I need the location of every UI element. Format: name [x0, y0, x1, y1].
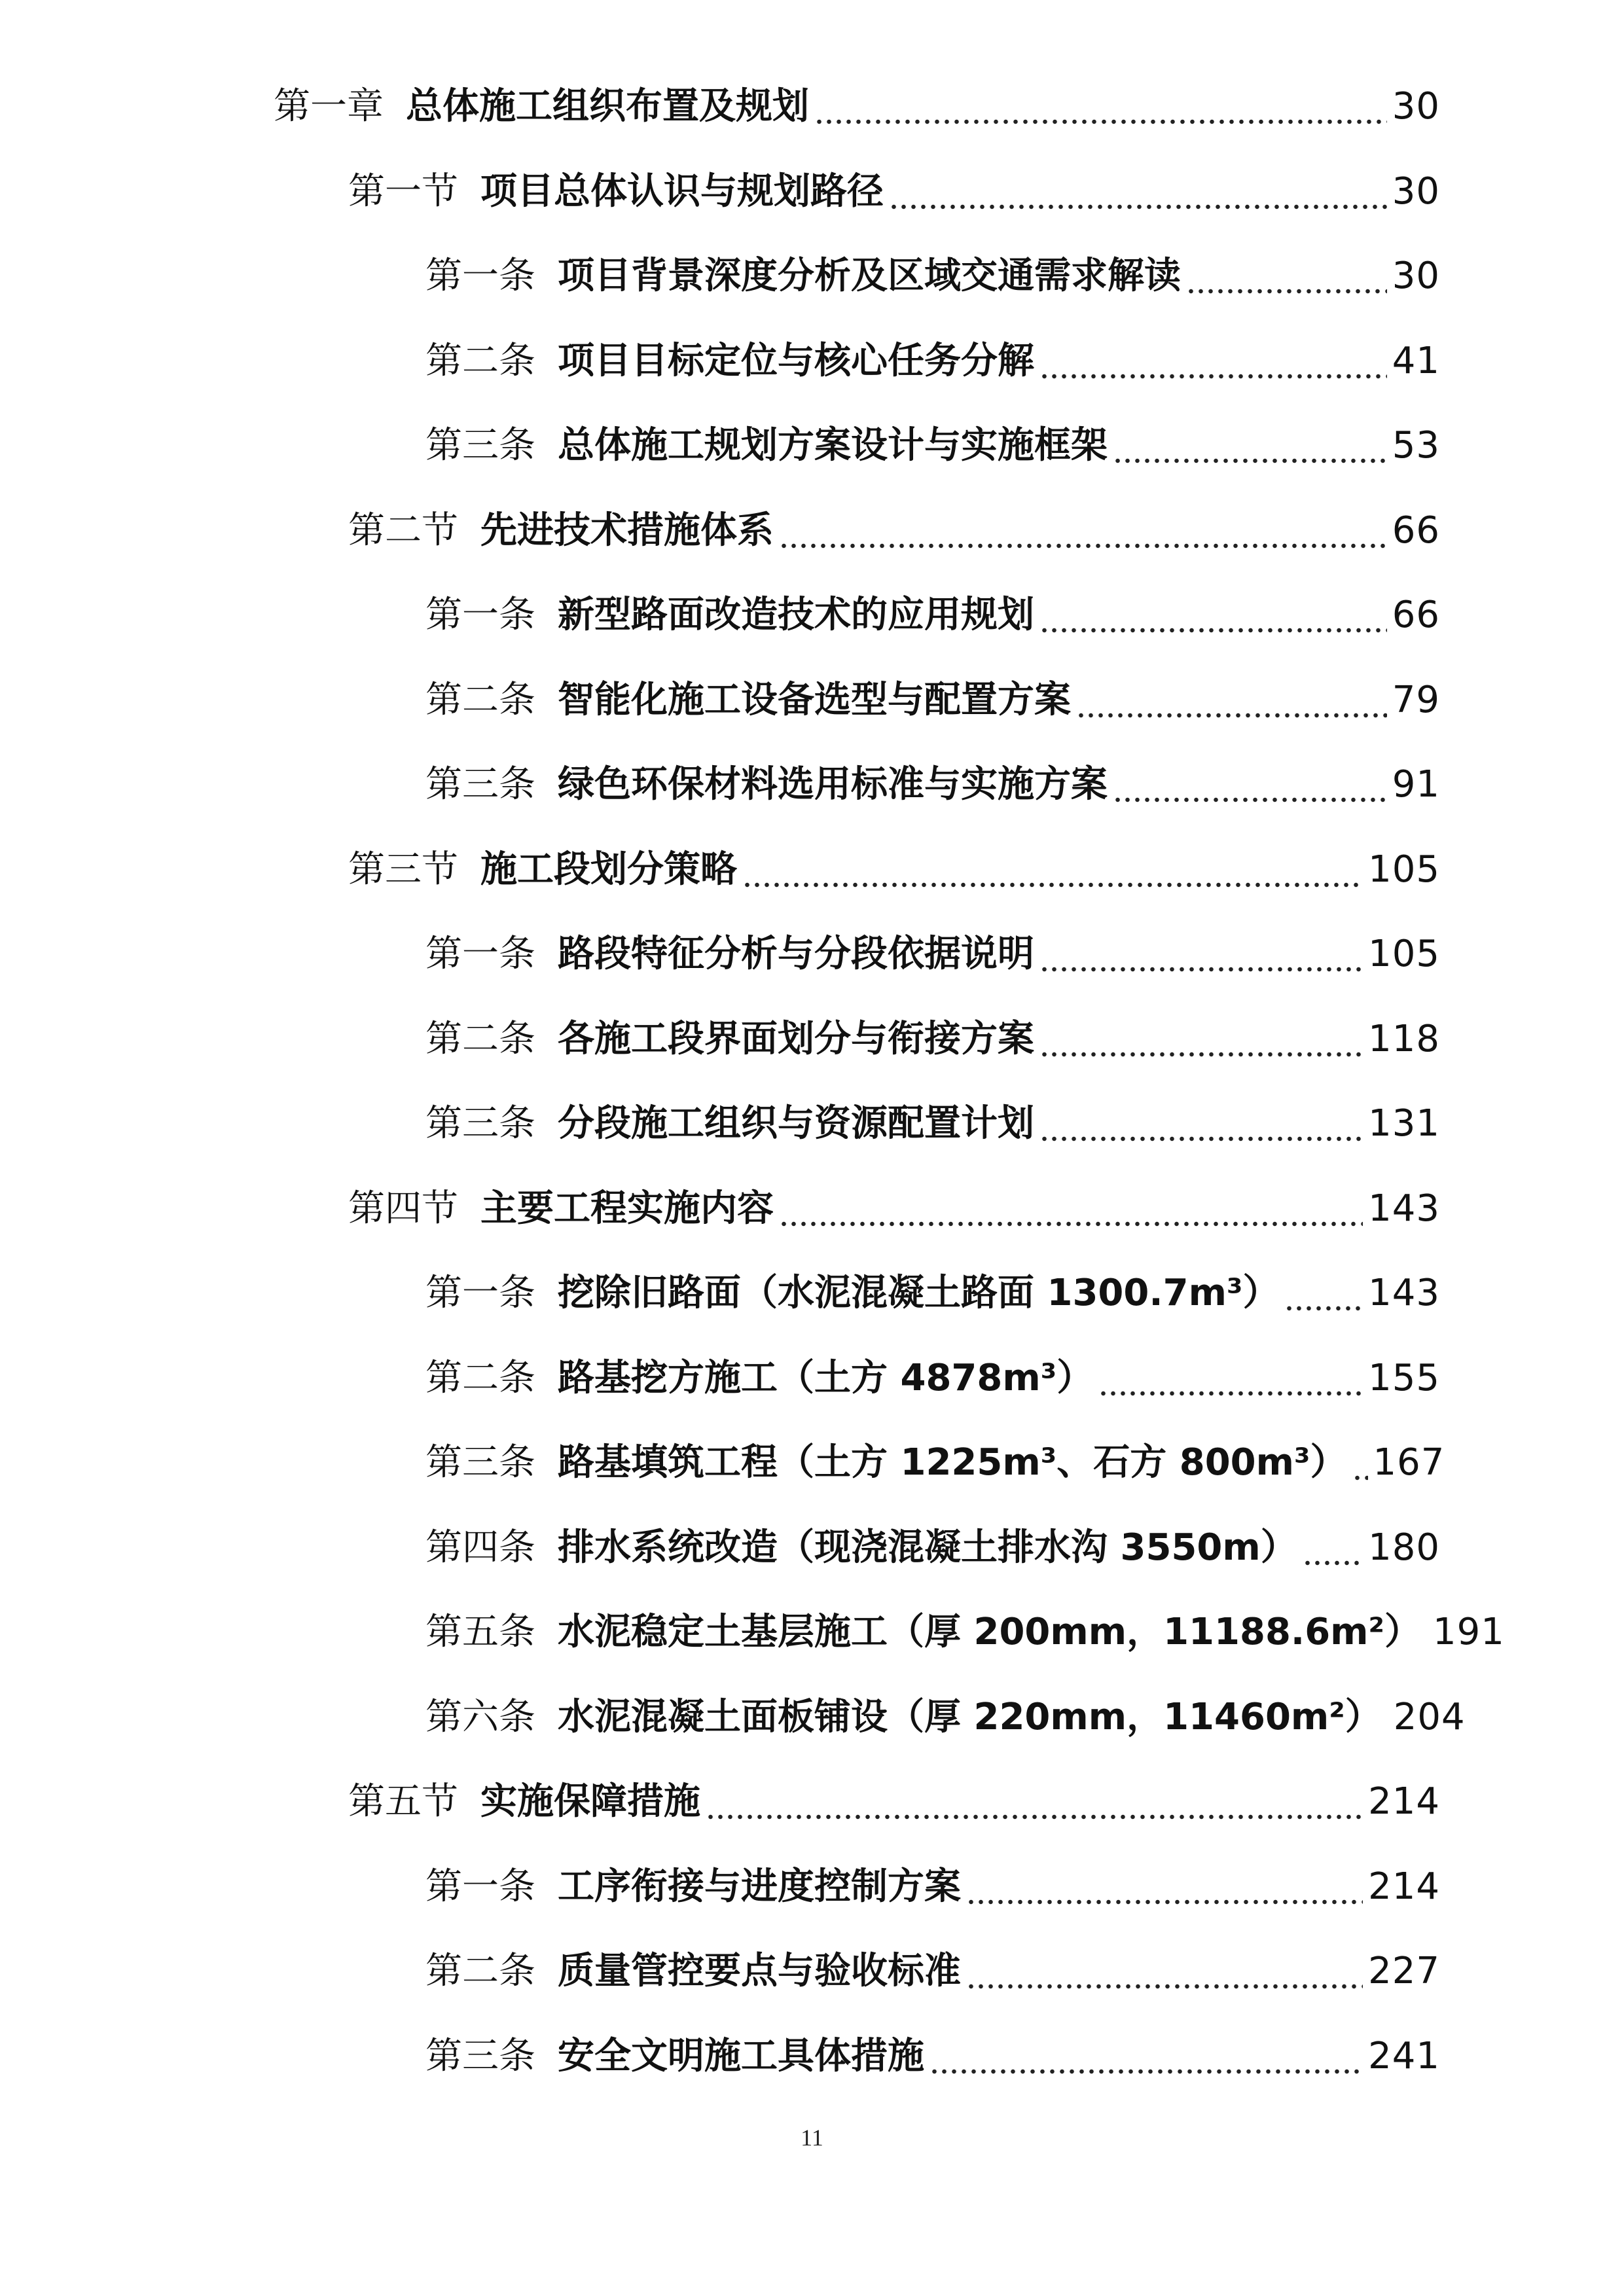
toc-entry[interactable]: [425, 1678, 1466, 1757]
toc-entry-title: 新型路面改造技术的应用规划: [558, 594, 1034, 636]
toc-entry[interactable]: [274, 67, 1440, 146]
toc-entry-label: 第三条: [425, 424, 535, 467]
toc-entry-title: 安全文明施工具体措施: [558, 2034, 924, 2077]
toc-entry-page: 204: [1393, 1695, 1466, 1738]
toc-entry[interactable]: [348, 1170, 1440, 1248]
toc-entry[interactable]: [425, 1593, 1505, 1672]
toc-entry[interactable]: [425, 1848, 1440, 1926]
toc-entry-title: 施工段划分策略: [480, 848, 737, 891]
dot-leader: [1039, 343, 1387, 380]
toc-entry-page: 91: [1392, 763, 1440, 806]
toc-entry-page: 79: [1392, 678, 1440, 721]
dot-leader: [1113, 766, 1387, 803]
toc-entry-page: 30: [1392, 85, 1440, 128]
toc-entry-label: 第二节: [348, 509, 458, 552]
toc-entry-page: 155: [1368, 1356, 1440, 1399]
toc-entry-label: 第二条: [425, 678, 535, 721]
dot-leader: [1284, 1275, 1363, 1312]
dot-leader: [929, 2038, 1363, 2075]
toc-entry-label: 第五节: [348, 1780, 458, 1823]
toc-entry-label: 第三条: [425, 1441, 535, 1484]
dot-leader: [742, 852, 1363, 888]
toc-entry[interactable]: [425, 237, 1440, 315]
dot-leader: [1039, 597, 1387, 634]
toc-entry-title: 总体施工组织布置及规划: [406, 85, 809, 128]
toc-entry-page: 227: [1368, 1950, 1440, 1992]
toc-entry[interactable]: [425, 1932, 1440, 2011]
dot-leader: [1039, 1021, 1363, 1058]
toc-entry[interactable]: [425, 1339, 1440, 1418]
toc-entry-page: 131: [1368, 1102, 1440, 1145]
toc-entry[interactable]: [425, 406, 1440, 485]
toc-entry-title: 主要工程实施内容: [480, 1187, 774, 1230]
toc-entry-label: 第三条: [425, 1102, 535, 1145]
toc-entry-title: 项目背景深度分析及区域交通需求解读: [558, 255, 1181, 297]
toc-entry-title: 各施工段界面划分与衔接方案: [558, 1017, 1034, 1060]
dot-leader: [966, 1869, 1363, 1905]
toc-entry-title: 路基挖方施工（土方 4878m³）: [558, 1356, 1094, 1399]
toc-entry-page: 66: [1392, 594, 1440, 636]
toc-entry-title: 水泥混凝土面板铺设（厚 220mm，11460m²）: [558, 1695, 1382, 1738]
toc-entry-title: 先进技术措施体系: [480, 509, 774, 552]
toc-entry[interactable]: [425, 915, 1440, 994]
toc-entry[interactable]: [425, 661, 1440, 740]
toc-entry-page: 53: [1392, 424, 1440, 467]
dot-leader: [1098, 1360, 1363, 1397]
dot-leader: [1039, 936, 1363, 973]
toc-entry-label: 第一条: [425, 255, 535, 297]
toc-entry-label: 第四条: [425, 1526, 535, 1569]
toc-entry-title: 质量管控要点与验收标准: [558, 1950, 961, 1992]
toc-entry-label: 第二条: [425, 1356, 535, 1399]
dot-leader: [779, 512, 1387, 549]
toc-entry-title: 水泥稳定土基层施工（厚 200mm，11188.6m²）: [558, 1611, 1422, 1653]
toc-entry[interactable]: [425, 1000, 1440, 1079]
toc-entry-title: 项目总体认识与规划路径: [480, 170, 884, 213]
dot-leader: [889, 173, 1387, 210]
toc-entry[interactable]: [348, 831, 1440, 909]
toc-entry-label: 第一章: [274, 85, 384, 128]
toc-entry-title: 分段施工组织与资源配置计划: [558, 1102, 1034, 1145]
toc-entry[interactable]: [425, 1424, 1445, 1502]
toc-entry[interactable]: [425, 322, 1440, 401]
toc-entry-title: 总体施工规划方案设计与实施框架: [558, 424, 1108, 467]
toc-entry-page: 30: [1392, 255, 1440, 297]
toc-entry-title: 排水系统改造（现浇混凝土排水沟 3550m）: [558, 1526, 1297, 1569]
dot-leader: [1186, 258, 1387, 295]
toc-entry-page: 241: [1368, 2034, 1440, 2077]
toc-entry-page: 41: [1392, 339, 1440, 382]
toc-entry-label: 第二条: [425, 339, 535, 382]
dot-leader: [1039, 1105, 1363, 1142]
toc-entry-label: 第二条: [425, 1017, 535, 1060]
toc-entry-page: 143: [1368, 1187, 1440, 1230]
toc-entry-title: 路段特征分析与分段依据说明: [558, 933, 1034, 975]
toc-entry-page: 143: [1368, 1272, 1440, 1314]
toc-entry-label: 第一条: [425, 933, 535, 975]
dot-leader: [1076, 682, 1387, 719]
toc-entry-label: 第一条: [425, 1865, 535, 1908]
toc-entry[interactable]: [425, 576, 1440, 655]
toc-entry-label: 第三条: [425, 2034, 535, 2077]
toc-entry-label: 第二条: [425, 1950, 535, 1992]
toc-entry-page: 180: [1368, 1526, 1440, 1569]
toc-entry-label: 第六条: [425, 1695, 535, 1738]
dot-leader: [814, 88, 1387, 125]
toc-entry-label: 第四节: [348, 1187, 458, 1230]
toc-entry-page: 105: [1368, 848, 1440, 891]
toc-entry-title: 路基填筑工程（土方 1225m³、石方 800m³）: [558, 1441, 1347, 1484]
toc-entry-page: 66: [1392, 509, 1440, 552]
toc-entry[interactable]: [348, 1763, 1440, 1841]
toc-entry-title: 项目目标定位与核心任务分解: [558, 339, 1034, 382]
toc-entry[interactable]: [425, 1254, 1440, 1333]
toc-entry[interactable]: [348, 152, 1440, 231]
toc-entry-page: 105: [1368, 933, 1440, 975]
dot-leader: [779, 1191, 1363, 1227]
toc-entry-label: 第一条: [425, 594, 535, 636]
toc-entry[interactable]: [425, 1085, 1440, 1163]
toc-entry-page: 118: [1368, 1017, 1440, 1060]
toc-entry-page: 191: [1433, 1611, 1505, 1653]
toc-entry-title: 智能化施工设备选型与配置方案: [558, 678, 1071, 721]
toc-entry[interactable]: [348, 492, 1440, 570]
toc-entry-label: 第三条: [425, 763, 535, 806]
page-number: 11: [801, 2125, 823, 2151]
toc-entry-label: 第一节: [348, 170, 458, 213]
dot-leader: [1303, 1530, 1363, 1566]
toc-entry-label: 第五条: [425, 1611, 535, 1653]
toc-entry-page: 30: [1392, 170, 1440, 213]
toc-entry-title: 挖除旧路面（水泥混凝土路面 1300.7m³）: [558, 1272, 1280, 1314]
toc-entry-page: 167: [1373, 1441, 1445, 1484]
dot-leader: [706, 1784, 1363, 1820]
dot-leader: [1352, 1444, 1368, 1481]
toc-entry[interactable]: [425, 745, 1440, 824]
toc-entry-page: 214: [1368, 1865, 1440, 1908]
toc-entry-title: 绿色环保材料选用标准与实施方案: [558, 763, 1108, 806]
toc-entry-page: 214: [1368, 1780, 1440, 1823]
dot-leader: [1113, 427, 1387, 464]
toc-entry-label: 第三节: [348, 848, 458, 891]
toc-entry-label: 第一条: [425, 1272, 535, 1314]
toc-entry-title: 实施保障措施: [480, 1780, 700, 1823]
dot-leader: [966, 1953, 1363, 1990]
toc-entry-title: 工序衔接与进度控制方案: [558, 1865, 961, 1908]
toc-entry[interactable]: [425, 2017, 1440, 2096]
toc-entry[interactable]: [425, 1509, 1440, 1587]
